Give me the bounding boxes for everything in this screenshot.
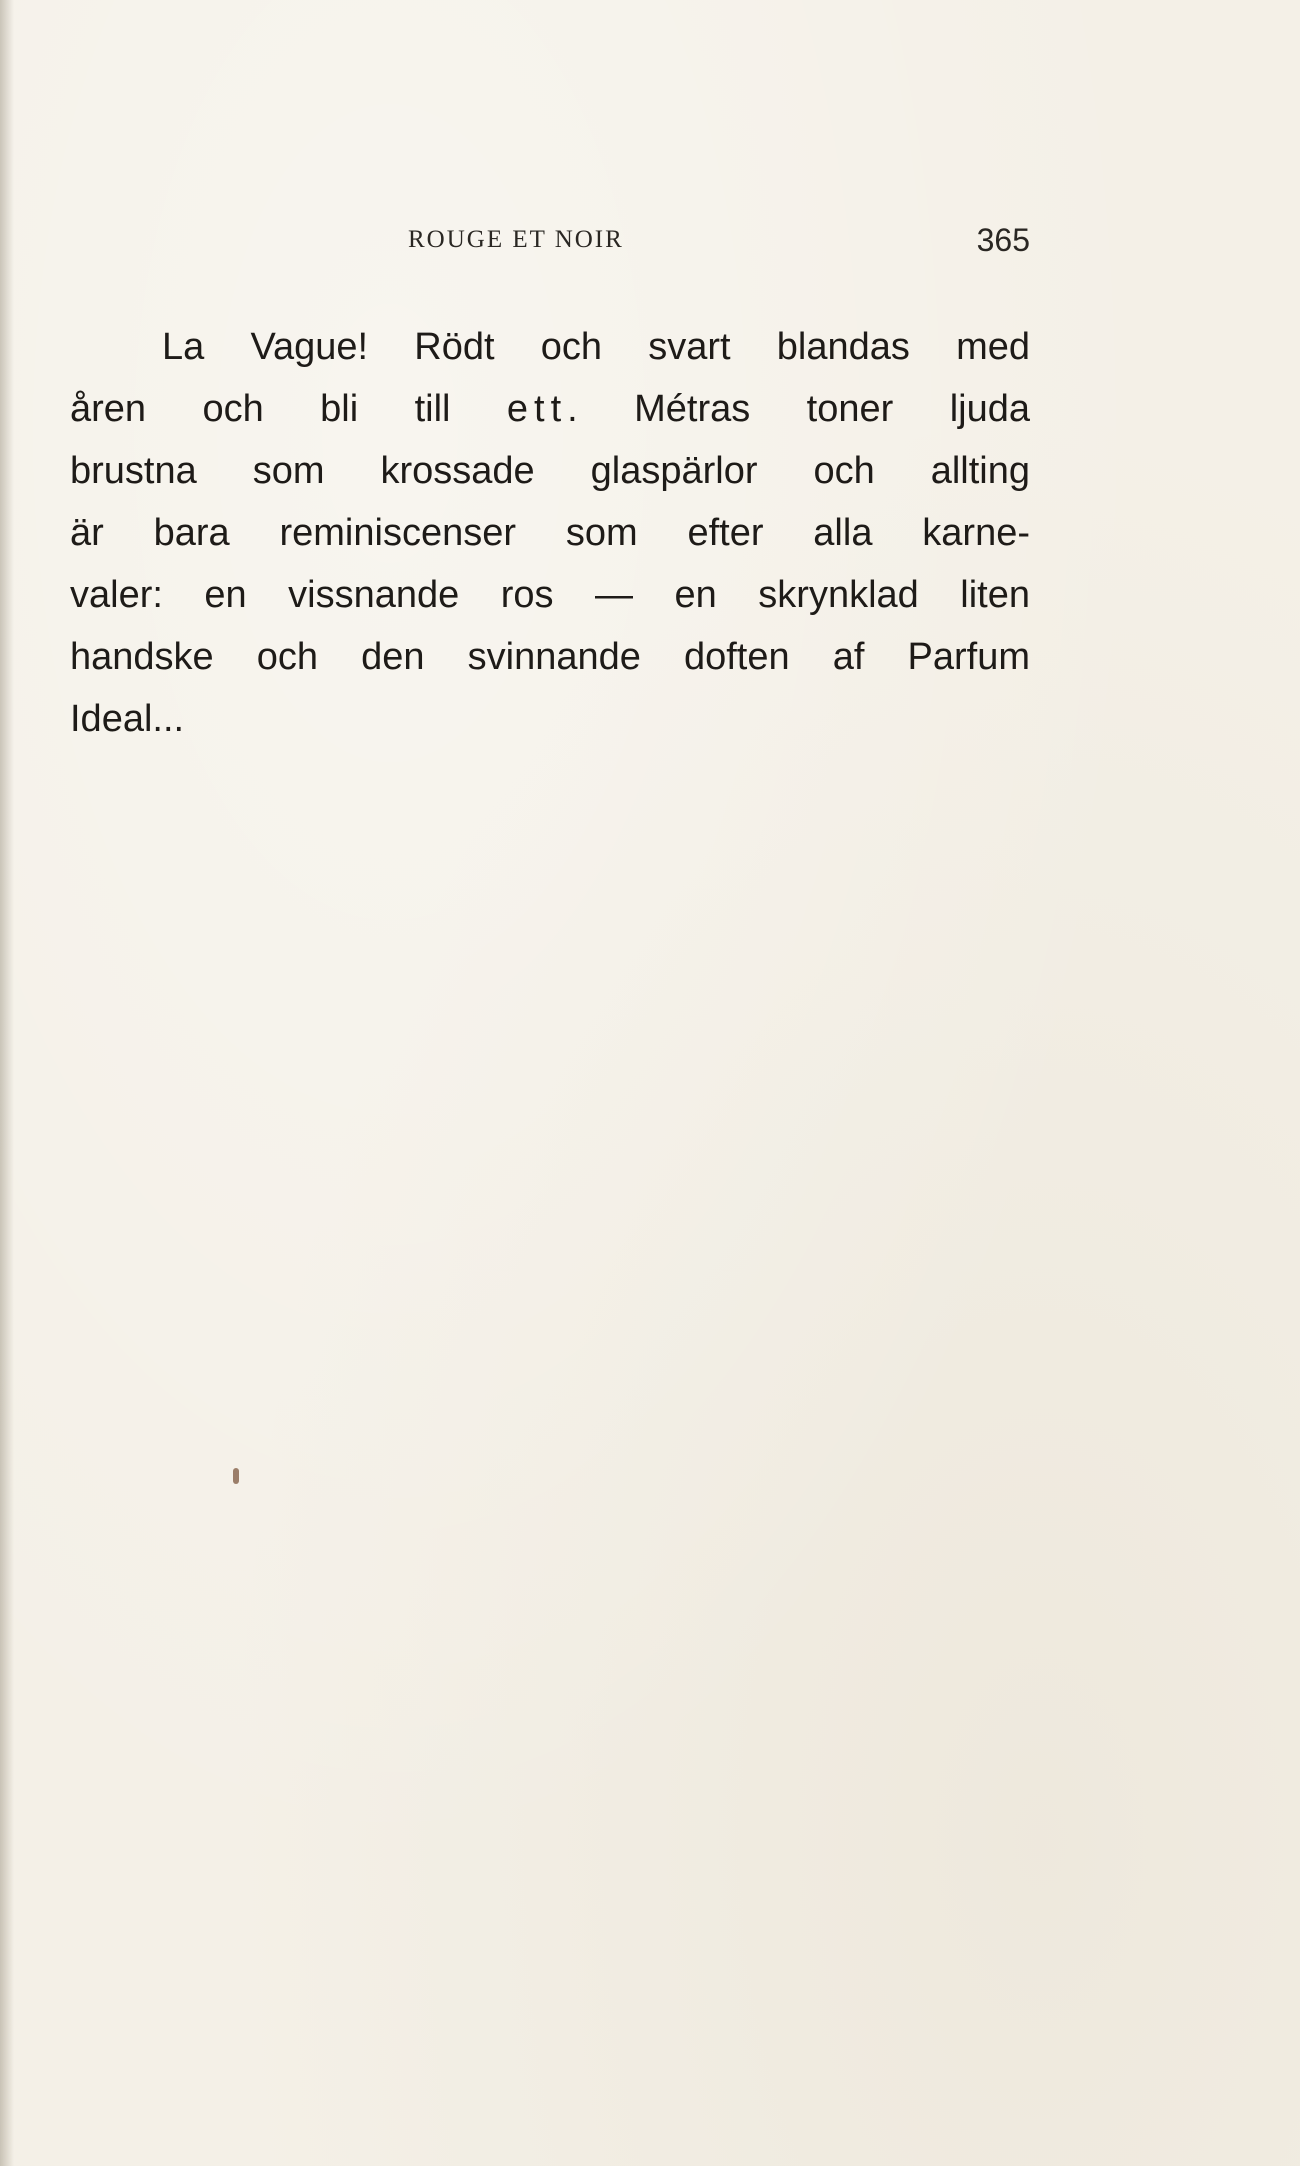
text-line: är bara reminiscenser som efter alla karne- — [70, 512, 1030, 554]
running-title: ROUGE ET NOIR — [408, 226, 624, 253]
emphasized-word: ett — [506, 388, 568, 430]
text-line: Ideal... — [70, 698, 185, 740]
running-head — [70, 222, 1030, 266]
body-paragraph — [70, 316, 1030, 750]
ink-speck — [233, 1468, 239, 1484]
text-line: handske och den svinnande doften af Parfum — [70, 636, 1030, 678]
text-line: brustna som krossade glaspärlor och allting — [70, 450, 1030, 492]
page-edge-shadow — [0, 0, 14, 2166]
page-number: 365 — [976, 222, 1030, 258]
text-line: åren och bli till ett. Métras toner ljuda — [70, 388, 1030, 430]
text-line: valer: en vissnande ros — en skrynklad liten — [70, 574, 1030, 616]
text-line: La Vague! Rödt och svart blandas med — [162, 326, 1030, 368]
